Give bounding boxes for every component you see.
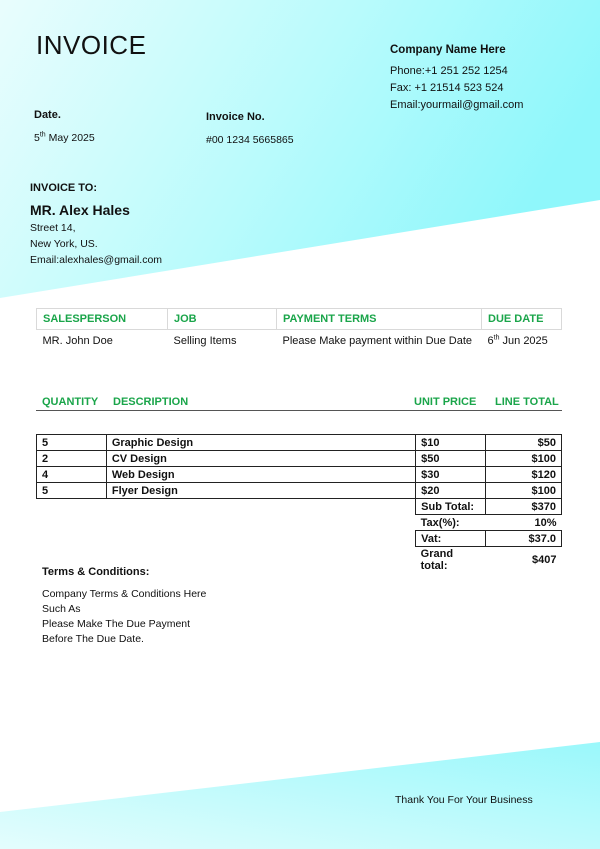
tax-value: 10%	[534, 516, 557, 529]
table-row	[37, 435, 562, 451]
company-info	[390, 42, 523, 114]
item-description: Web Design	[106, 467, 415, 483]
table-row	[37, 483, 562, 499]
item-qty: 5	[37, 435, 107, 451]
client-address	[30, 220, 162, 268]
item-description: Graphic Design	[106, 435, 415, 451]
table-row	[37, 467, 562, 483]
quantity-header: QUANTITY	[42, 396, 99, 408]
unit-price-header: UNIT PRICE	[414, 396, 477, 408]
item-description: CV Design	[106, 451, 415, 467]
due-date-header: DUE DATE	[482, 309, 562, 330]
client-street: Street 14,	[30, 222, 76, 234]
client-name: MR. Alex Hales	[30, 202, 130, 218]
company-name: Company Name Here	[390, 44, 506, 56]
line-total-header: LINE TOTAL	[495, 396, 559, 408]
item-unit-price: $20	[416, 483, 486, 499]
invoice-title: INVOICE	[36, 30, 147, 60]
terms-line: Company Terms & Conditions Here	[42, 588, 207, 600]
job-value: Selling Items	[173, 335, 237, 347]
invoice-number-label: Invoice No.	[206, 111, 265, 123]
meta-value-row	[37, 330, 562, 353]
salesperson-value: MR. John Doe	[42, 335, 113, 347]
job-header: JOB	[168, 309, 277, 330]
tax-row	[37, 515, 562, 531]
due-date-value: 6th Jun 2025	[487, 334, 548, 347]
item-description: Flyer Design	[106, 483, 415, 499]
item-qty: 4	[37, 467, 107, 483]
date-label: Date.	[34, 109, 61, 121]
client-email: Email:alexhales@gmail.com	[30, 254, 163, 266]
invoice-number-value: #00 1234 5665865	[206, 134, 294, 146]
terms-line: Please Make The Due Payment	[42, 618, 191, 630]
grand-total-value: $407	[532, 554, 557, 566]
item-qty: 5	[37, 483, 107, 499]
invoice-to-label: INVOICE TO:	[30, 182, 98, 194]
item-line-total: $100	[486, 451, 562, 467]
tax-label: Tax(%):	[420, 516, 460, 529]
item-unit-price: $30	[416, 467, 486, 483]
subtotal-row	[37, 499, 562, 515]
items-header	[36, 396, 562, 411]
company-phone: Phone:+1 251 252 1254	[390, 65, 508, 77]
company-email: Email:yourmail@gmail.com	[390, 99, 524, 111]
vat-label: Vat:	[416, 531, 486, 547]
item-unit-price: $10	[416, 435, 486, 451]
salesperson-header: SALESPERSON	[37, 309, 168, 330]
vat-value: $37.0	[486, 531, 562, 547]
subtotal-label: Sub Total:	[416, 499, 486, 515]
payment-terms-value: Please Make payment within Due Date	[282, 335, 473, 347]
items-table	[36, 434, 562, 573]
item-line-total: $100	[486, 483, 562, 499]
client-city: New York, US.	[30, 238, 98, 250]
date-value: 5th May 2025	[34, 131, 95, 144]
item-unit-price: $50	[416, 451, 486, 467]
grand-total-label: Grand total:	[420, 548, 454, 572]
meta-header-row	[37, 309, 562, 330]
table-row	[37, 451, 562, 467]
terms-title: Terms & Conditions:	[42, 566, 150, 578]
terms-line: Before The Due Date.	[42, 633, 144, 645]
item-qty: 2	[37, 451, 107, 467]
terms-section	[42, 565, 206, 647]
item-line-total: $50	[486, 435, 562, 451]
subtotal-value: $370	[486, 499, 562, 515]
payment-terms-header: PAYMENT TERMS	[277, 309, 482, 330]
vat-row	[37, 531, 562, 547]
terms-line: Such As	[42, 603, 81, 615]
company-fax: Fax: +1 21514 523 524	[390, 82, 504, 94]
thank-you-note: Thank You For Your Business	[395, 794, 533, 806]
invoice-meta-table	[36, 308, 562, 352]
description-header: DESCRIPTION	[113, 396, 189, 408]
item-line-total: $120	[486, 467, 562, 483]
